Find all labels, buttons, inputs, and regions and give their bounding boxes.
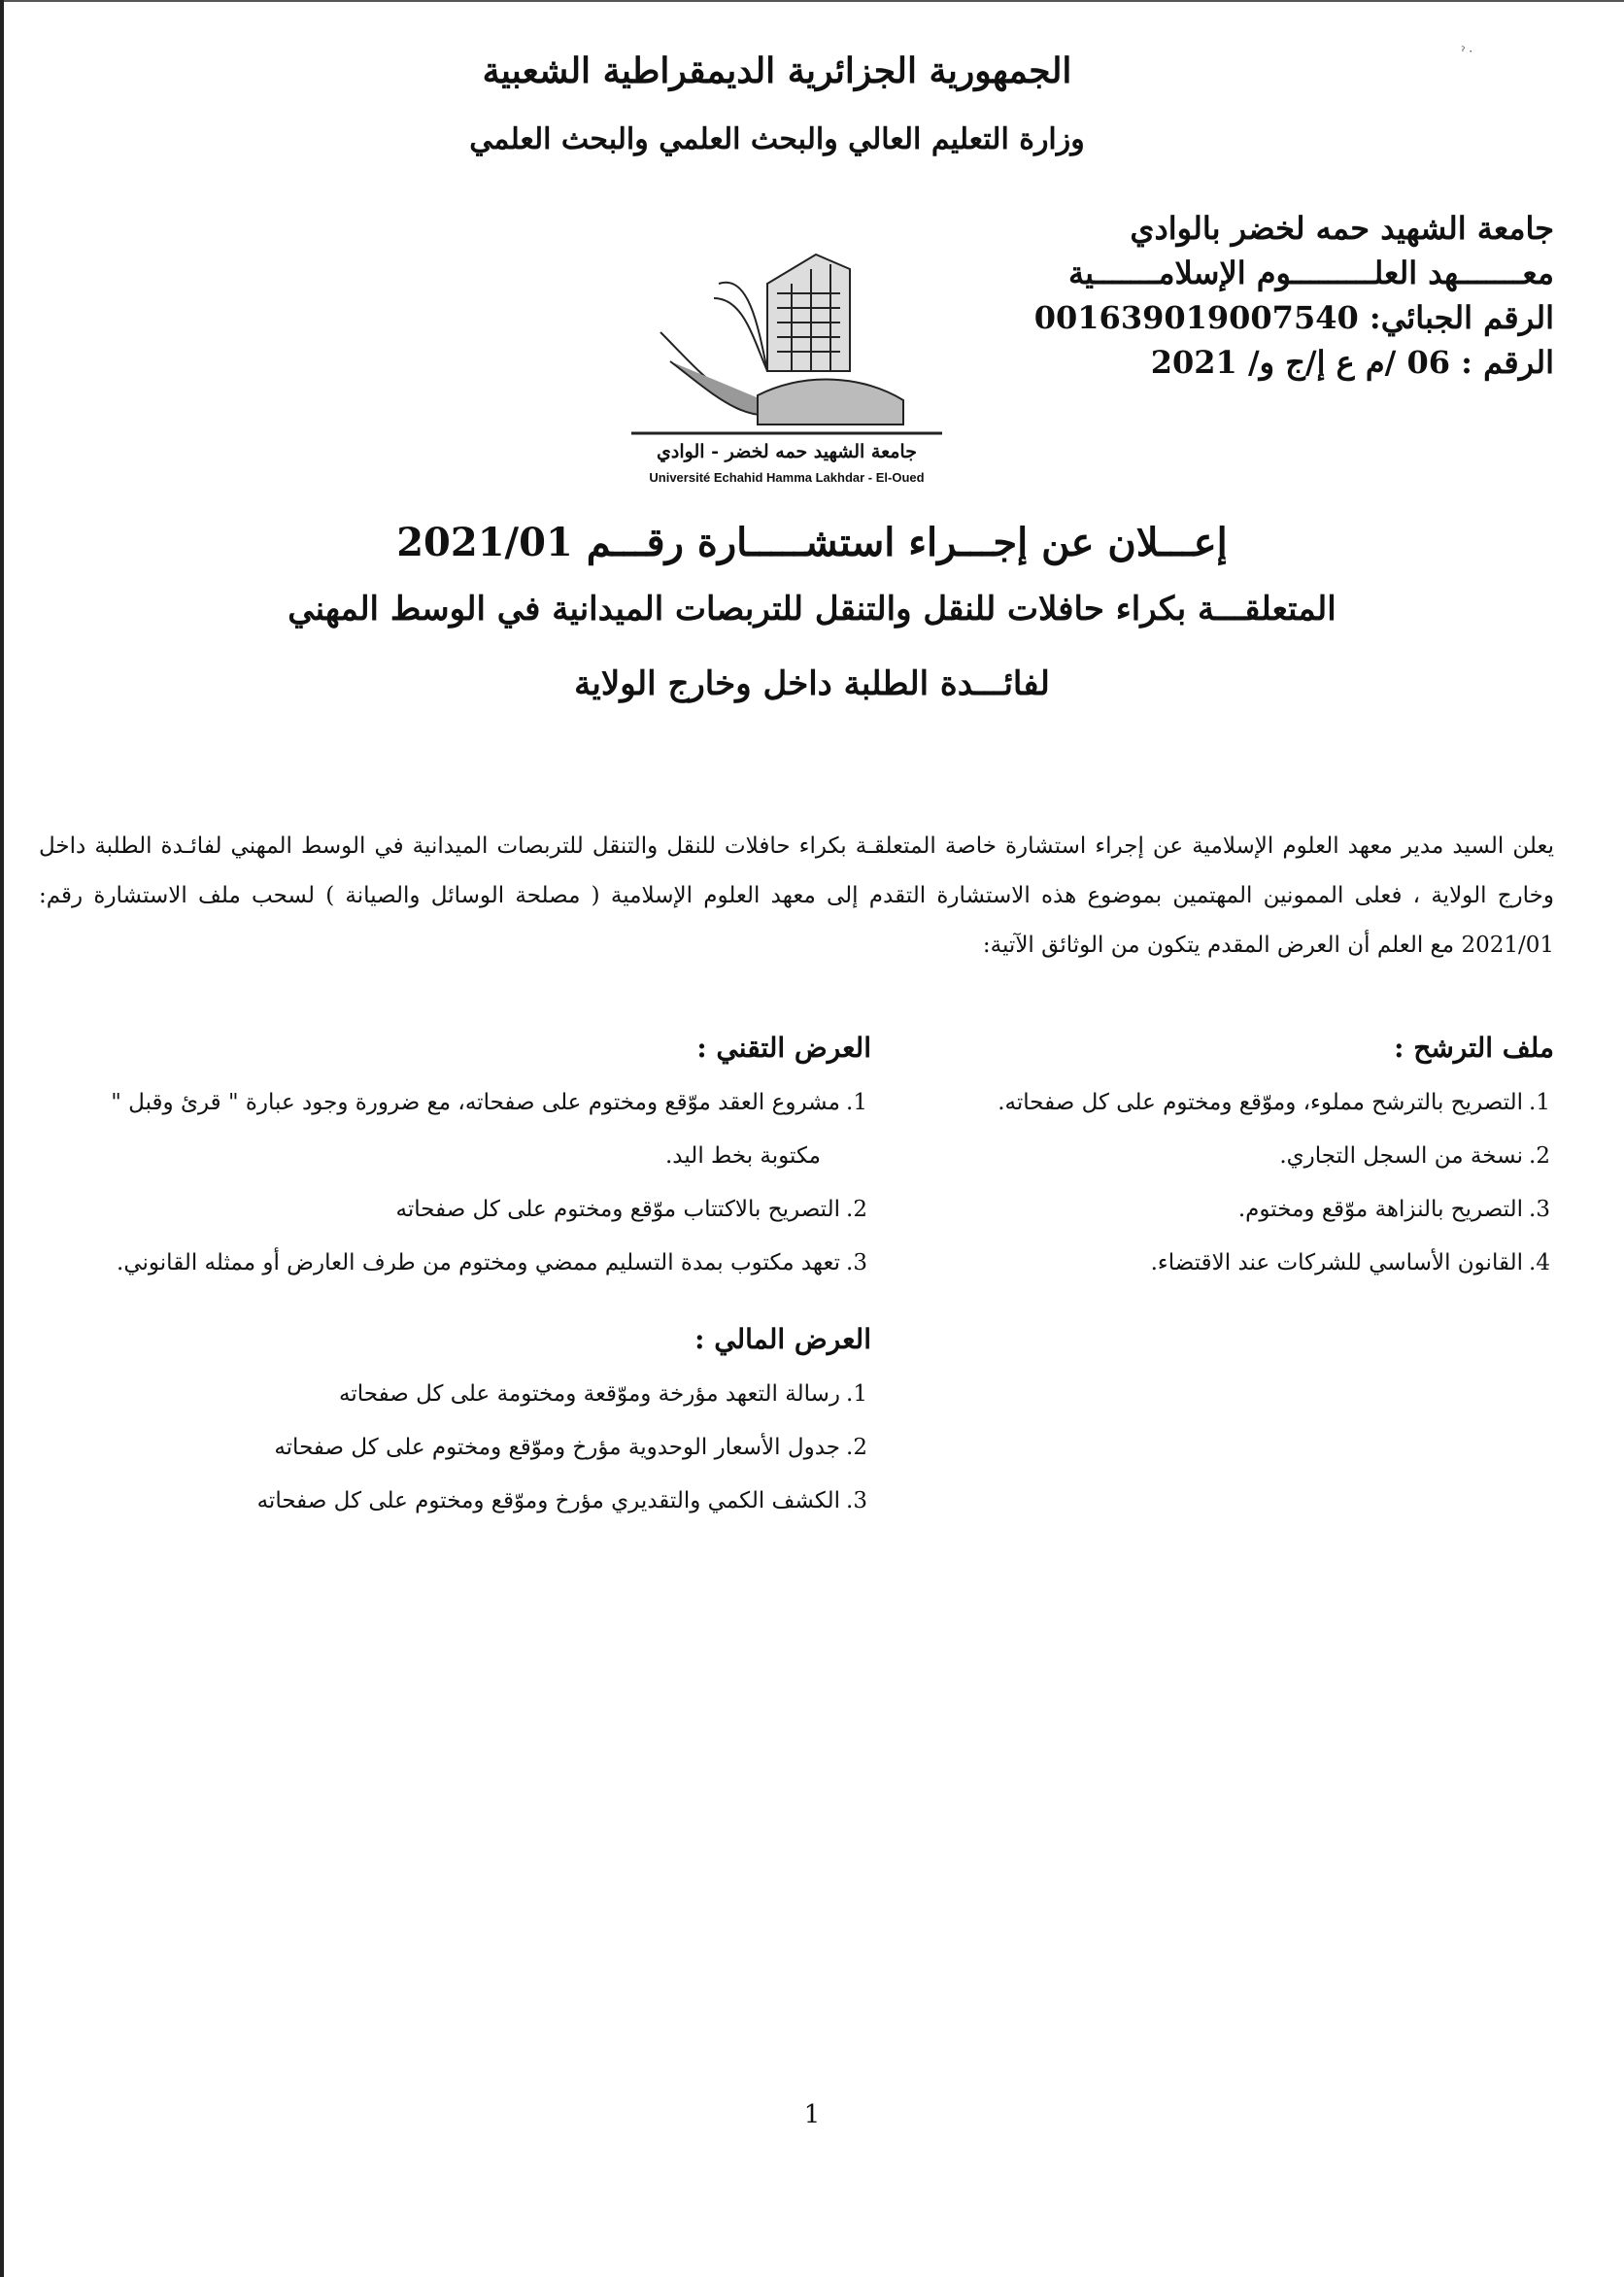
tax-label: الرقم الجبائي: [1369,299,1554,336]
item-text: التصريح بالترشح مملوء، وموّقع ومختوم على كل صفحاته. [998,1090,1523,1115]
item-number: 1. [846,1090,867,1115]
republic-heading: الجمهورية الجزائرية الديمقراطية الشعبية [482,51,1072,91]
list-item [855,1076,1554,1130]
page-number: 1 [803,2100,821,2129]
list-item [65,1076,871,1130]
item-text: رسالة التعهد مؤرخة وموّقعة ومختومة على كل صفحاته [339,1381,840,1407]
item-text: مكتوبة بخط اليد. [664,1143,821,1169]
application-file-section [855,1026,1554,1290]
item-text: نسخة من السجل التجاري. [1279,1143,1523,1169]
scan-edge-left [0,0,4,2277]
scan-marks: ˀ · [1461,45,1473,58]
logo-arabic-text: جامعة الشهيد حمه لخضر - الوادي [657,441,917,462]
item-number: 1. [1529,1090,1550,1115]
item-number: 2. [846,1435,867,1460]
institution-block [952,206,1554,385]
technical-offer-heading: العرض التقني : [696,1032,871,1064]
list-item [65,1183,871,1237]
item-text: جدول الأسعار الوحدوية مؤرخ وموّقع ومختوم على كل صفحاته [274,1435,840,1460]
item-text: تعهد مكتوب بمدة التسليم ممضي ومختوم من طرف العارض أو ممثله القانوني. [117,1250,840,1275]
item-text: التصريح بالاكتتاب موّقع ومختوم على كل صفحاته [395,1197,840,1222]
financial-offer-heading: العرض المالي : [694,1323,871,1355]
list-item [65,1368,871,1421]
item-text: مشروع العقد موّقع ومختوم على صفحاته، مع ضرورة وجود عبارة " قرئ وقبل " [111,1090,840,1115]
announcement-title: إعـــلان عن إجـــراء استشـــــارة رقـــم 2021/01 [396,520,1228,565]
announcement-beneficiaries: لفائـــدة الطلبة داخل وخارج الولاية [574,664,1050,703]
application-file-heading: ملف الترشح : [1394,1032,1554,1064]
item-number: 2. [1529,1143,1550,1169]
item-number: 1. [846,1381,867,1407]
reference-line [952,340,1554,385]
item-text: الكشف الكمي والتقديري مؤرخ وموّقع ومختوم على كل صفحاته [256,1488,840,1513]
list-item [65,1421,871,1475]
item-number: 3. [846,1488,867,1513]
scan-edge-top [0,0,1624,2]
item-number: 3. [1529,1197,1550,1222]
tax-number-line [952,295,1554,340]
item-text: القانون الأساسي للشركات عند الاقتضاء. [1150,1250,1523,1275]
reference-label: الرقم : [1461,344,1554,381]
announcement-subtitle: المتعلقـــة بكراء حافلات للنقل والتنقل للتربصات الميدانية في الوسط المهني [288,590,1336,629]
list-item [855,1130,1554,1183]
item-number: 3. [846,1250,867,1275]
list-item [855,1183,1554,1237]
offers-section [65,1026,871,1528]
logo-french-text: Université Echahid Hamma Lakhdar - El-Oued [649,470,925,485]
item-number: 4. [1529,1250,1550,1275]
tax-number: 001639019007540 [1033,299,1359,336]
institute-name: معـــــــهد العلـــــــــوم الإسلامـــــــية [1067,255,1554,291]
university-name: جامعة الشهيد حمه لخضر بالوادي [1130,210,1554,247]
ministry-heading: وزارة التعليم العالي والبحث العلمي والبحث العلمي [469,122,1085,156]
item-text: التصريح بالنزاهة موّقع ومختوم. [1237,1197,1523,1222]
list-item [65,1237,871,1290]
item-number: 2. [846,1197,867,1222]
list-item [65,1475,871,1528]
list-item-continuation [65,1130,871,1183]
intro-paragraph: يعلن السيد مدير معهد العلوم الإسلامية عن إجراء استشارة خاصة المتعلقـة بكراء حافلات للنقل والتنقل للتربصات الميدانية في الوسط المهني لفائـدة الطلبة داخل وخارج الولاية ، فعلى الممونين المهتمين بموضوع هذه الاستشارة التقدم إلى معهد العلوم الإسلامية ( مصلحة الوسائل والصيانة ) لسحب ملف الاستشارة رقم: 2021/01 مع العلم أن العرض المقدم يتكون من الوثائق الآتية: [39,833,1554,958]
list-item [855,1237,1554,1290]
reference-value: 06 /م ع إ/ج و/ 2021 [1150,344,1451,381]
